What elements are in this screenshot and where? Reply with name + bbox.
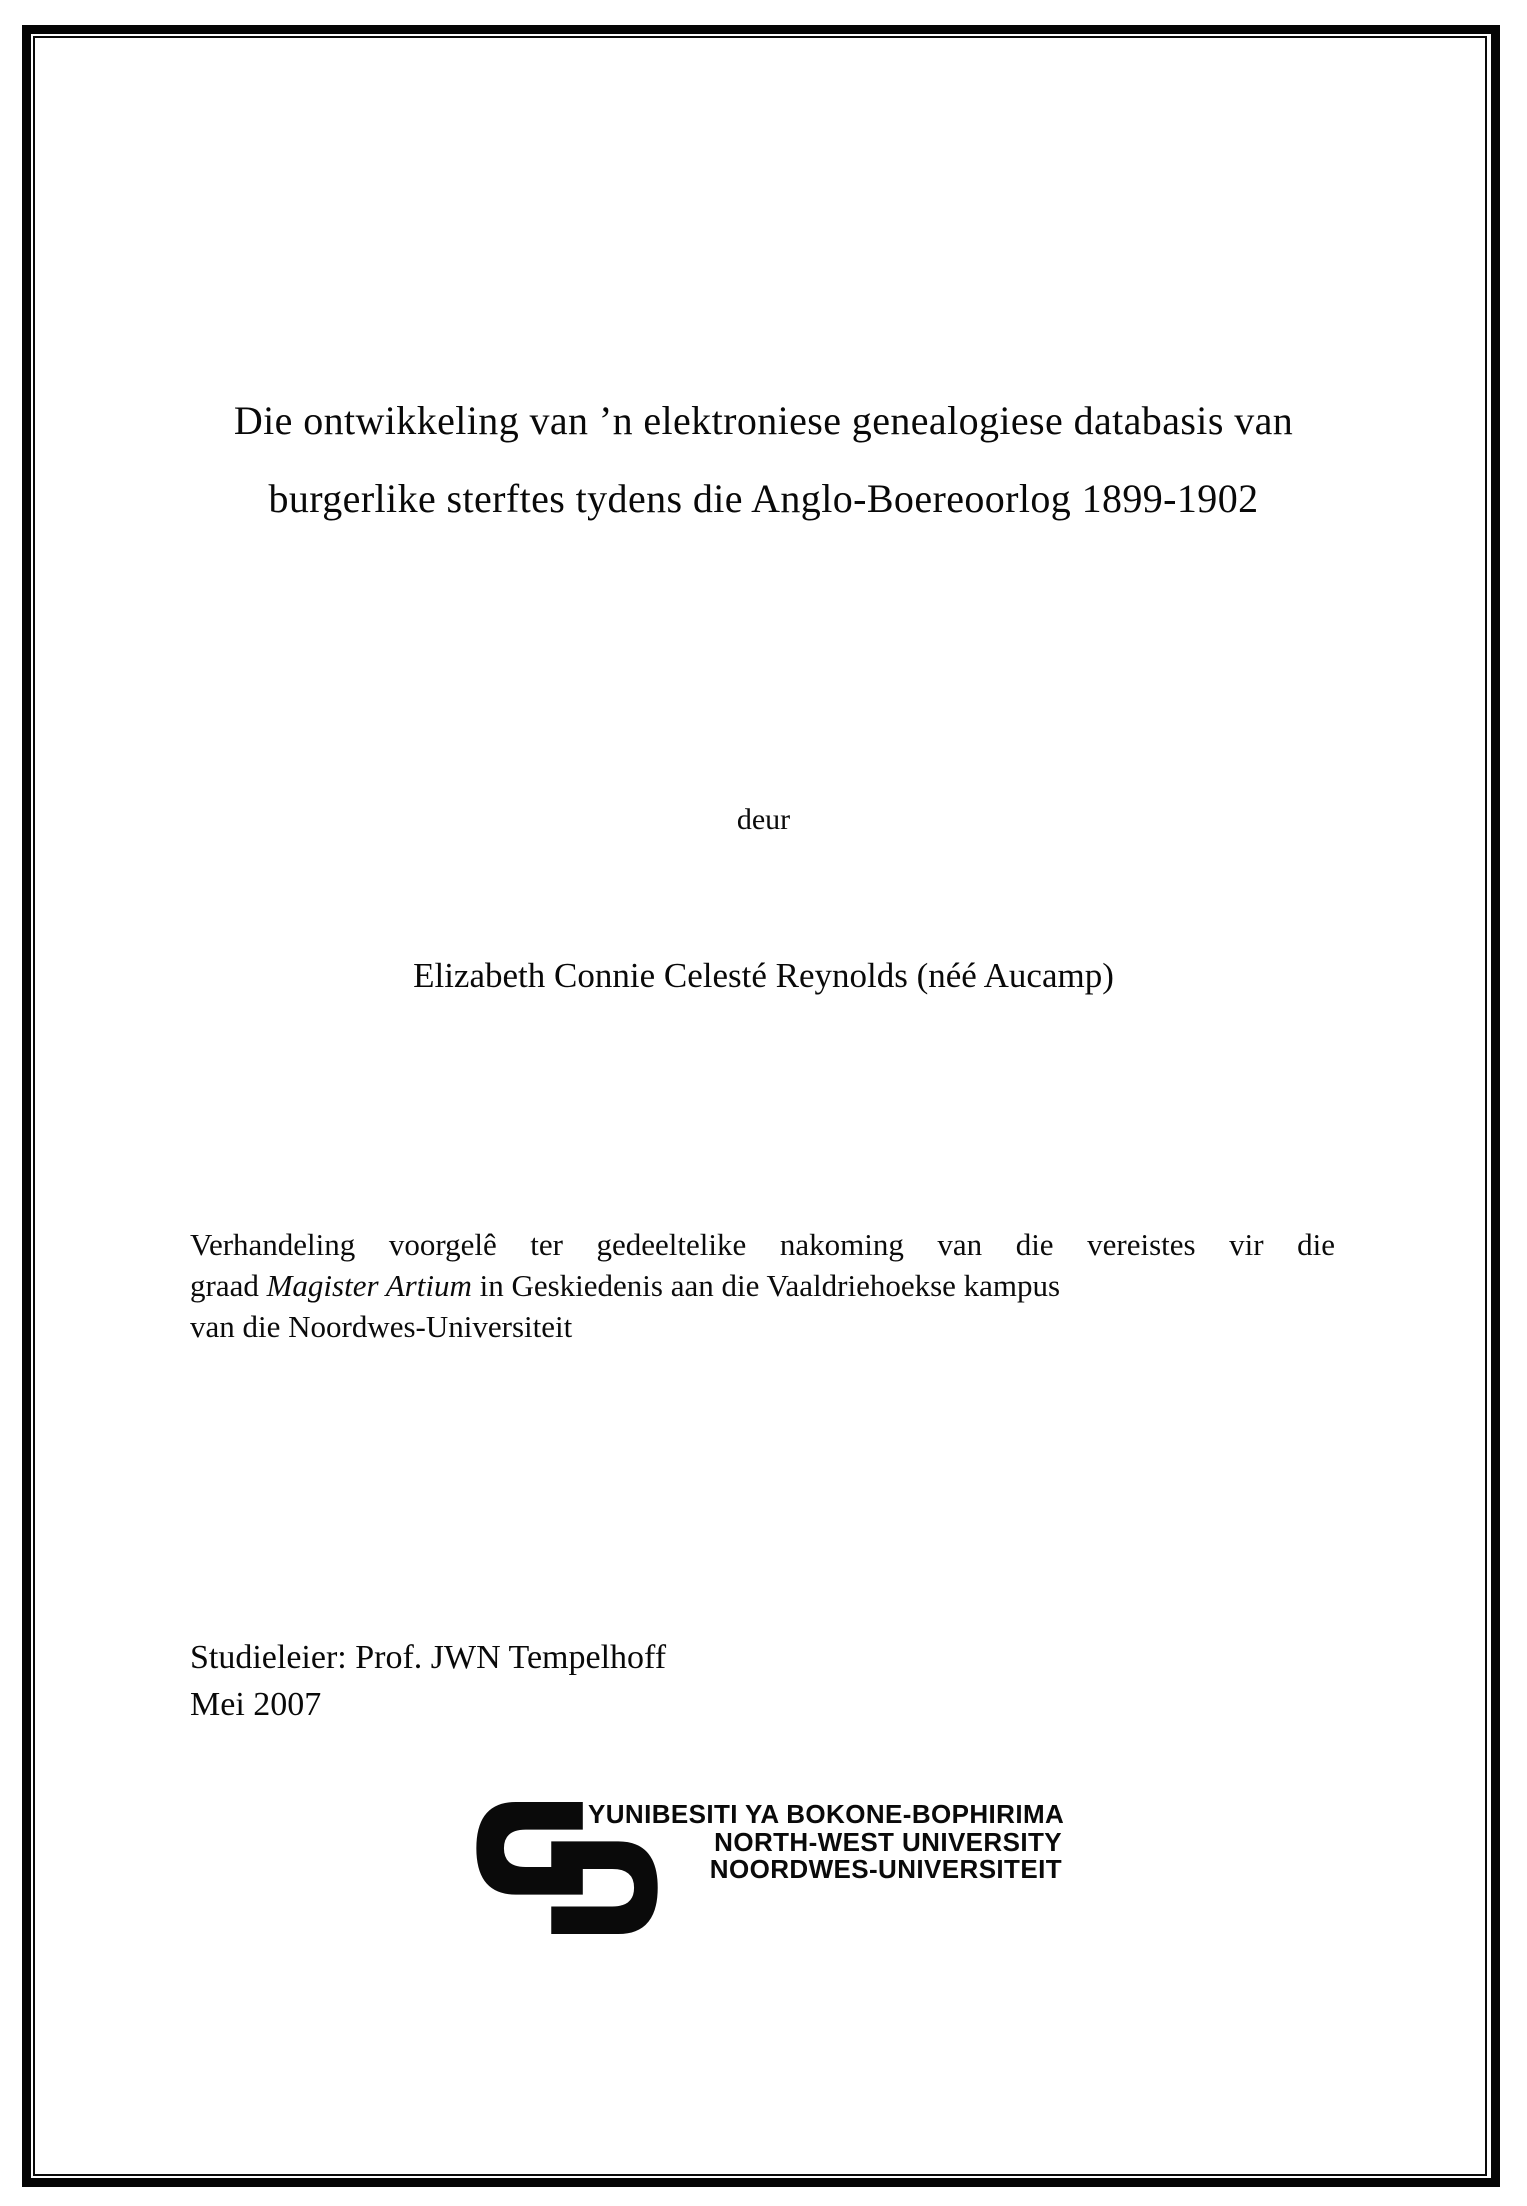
university-logo-block: [470, 1797, 1090, 1967]
degree-statement-line1: Verhandeling voorgelê ter gedeeltelike nakoming van die vereistes vir die: [190, 1227, 1335, 1262]
degree-statement: [190, 1224, 1335, 1347]
degree-statement-line3: van die Noordwes-Universiteit: [190, 1309, 573, 1344]
degree-statement-line2: [190, 1265, 1335, 1306]
university-name-english: NORTH-WEST UNIVERSITY: [714, 1826, 1062, 1857]
author-name: Elizabeth Connie Celesté Reynolds (néé Aucamp): [413, 956, 1114, 995]
supervisor-line: Studieleier: Prof. JWN Tempelhoff: [190, 1639, 667, 1676]
thesis-title: [100, 382, 1427, 538]
university-name: [588, 1799, 1065, 1884]
byline-label: deur: [736, 803, 791, 836]
supervisor-block: [190, 1634, 666, 1728]
degree-statement-line2-prefix: graad: [190, 1268, 267, 1303]
degree-name-italic: Magister Artium: [266, 1268, 472, 1303]
thesis-title-line2: burgerlike sterftes tydens die Anglo-Boereoorlog 1899-1902: [268, 476, 1259, 521]
degree-statement-line2-suffix: in Geskiedenis aan die Vaaldriehoekse kampus: [471, 1268, 1061, 1303]
thesis-title-line1: Die ontwikkeling van ’n elektroniese genealogiese databasis van: [233, 398, 1294, 443]
university-name-afrikaans: NOORDWES-UNIVERSITEIT: [709, 1854, 1062, 1884]
university-name-setswana: YUNIBESITI YA BOKONE-BOPHIRIMA: [588, 1799, 1065, 1829]
date-line: Mei 2007: [190, 1686, 322, 1723]
